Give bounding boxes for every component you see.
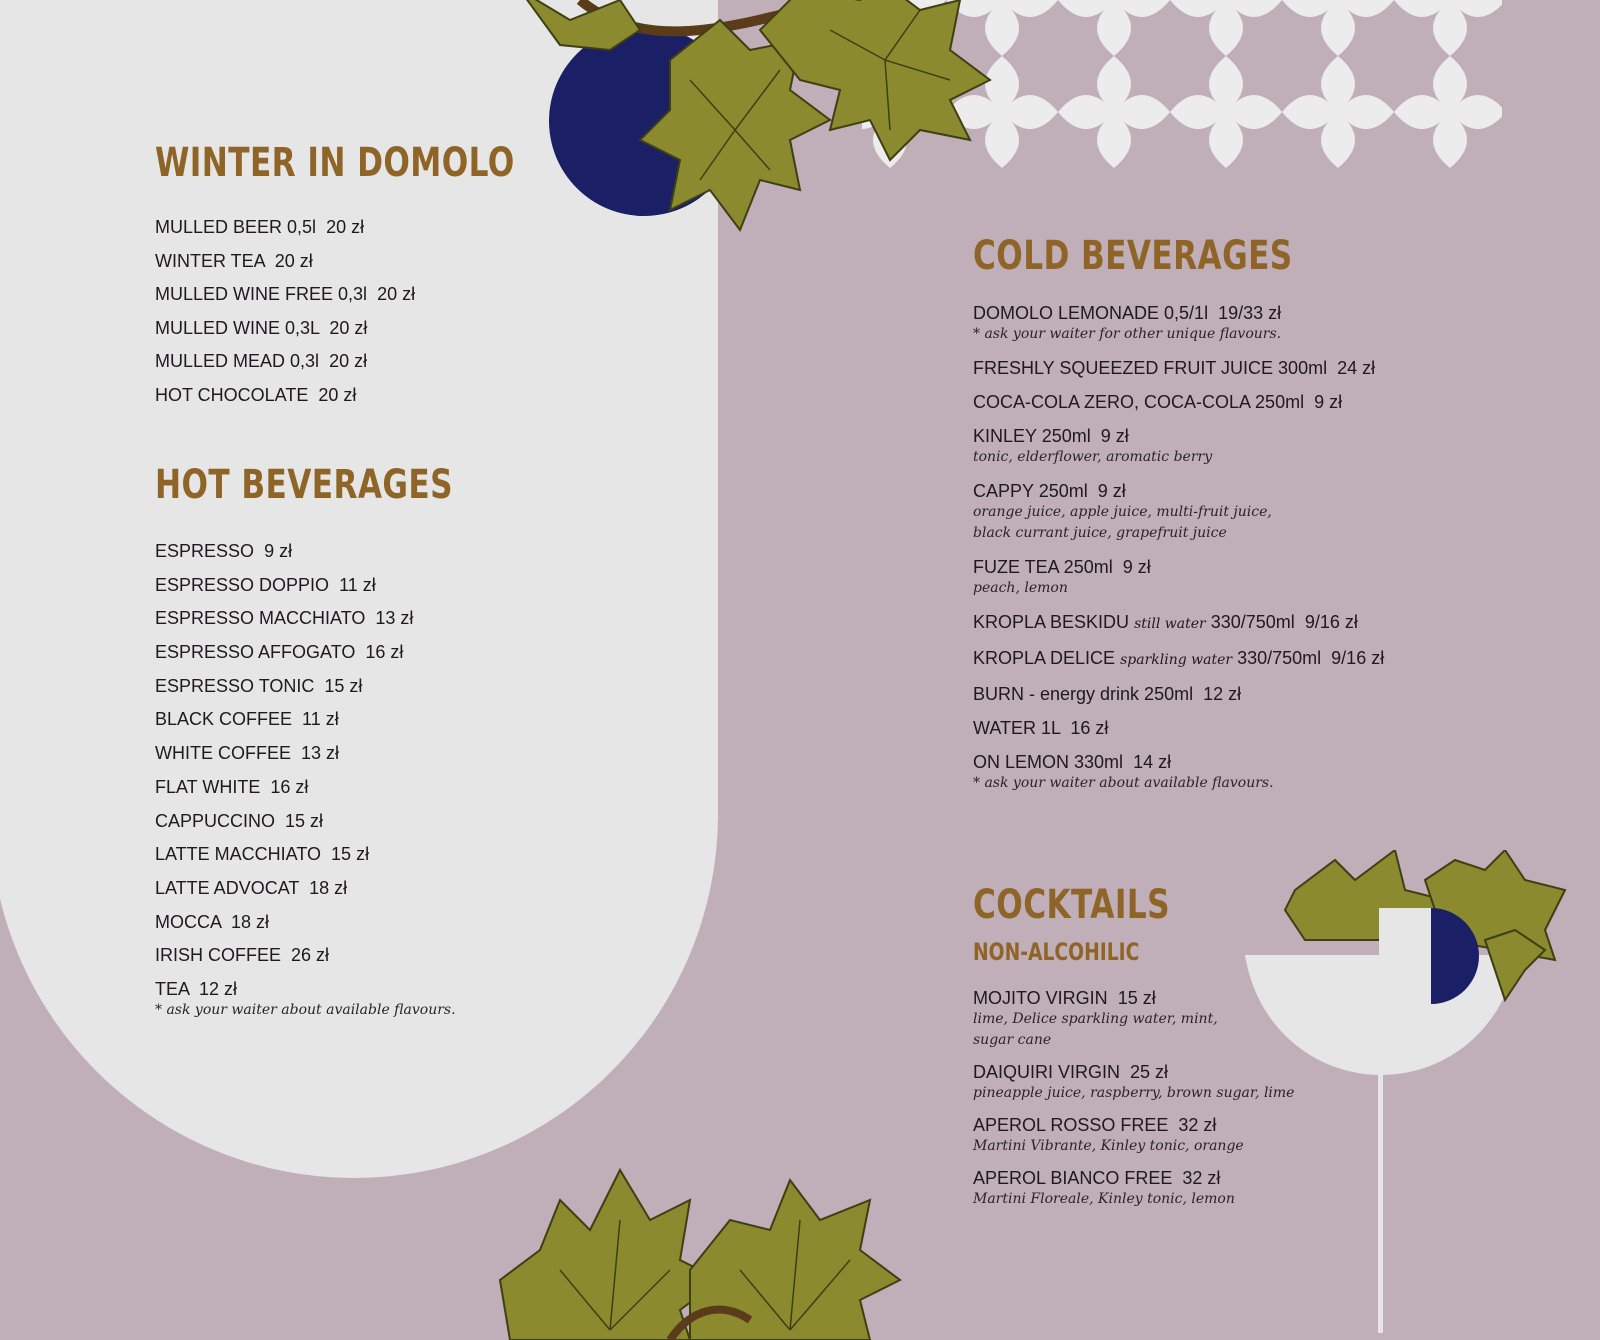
item-note: * ask your waiter for other unique flavours. — [973, 326, 1282, 342]
item-name: WATER 1L — [973, 718, 1061, 738]
list-item — [155, 350, 415, 384]
item-note: pineapple juice, raspberry, brown sugar, lime — [973, 1085, 1295, 1101]
spacer — [1108, 988, 1118, 1008]
item-volume: 330/750ml — [1237, 648, 1322, 668]
spacer — [1172, 1168, 1182, 1188]
spacer — [1088, 481, 1098, 501]
menu-item-line — [155, 384, 415, 406]
item-note: * ask your waiter about available flavours. — [973, 775, 1274, 791]
item-name: LATTE MACCHIATO — [155, 844, 322, 865]
section-title-cocktails: COCKTAILS — [973, 882, 1170, 928]
hot-menu-list — [155, 540, 413, 1012]
item-name: BLACK COFFEE — [155, 709, 293, 730]
menu-item-line — [973, 1114, 1294, 1136]
list-item — [973, 647, 1384, 671]
hot-note: * ask your waiter about available flavours. — [155, 1002, 456, 1018]
list-item — [973, 717, 1384, 739]
item-price: 20 zł — [329, 351, 368, 372]
item-name: CAPPUCCINO — [155, 810, 276, 831]
list-item — [155, 810, 413, 844]
list-item — [973, 683, 1384, 705]
menu-item-line — [155, 574, 413, 596]
item-price: 9 zł — [1100, 426, 1129, 446]
item-price: 32 zł — [1178, 1115, 1217, 1135]
menu-item-line — [973, 1061, 1294, 1083]
item-price: 9/16 zł — [1331, 648, 1385, 668]
item-inline-note: sparkling water — [1120, 652, 1233, 668]
item-name: ESPRESSO — [155, 541, 255, 561]
menu-item-line — [155, 978, 413, 1000]
menu-item-line — [973, 302, 1384, 324]
item-note: lime, Delice sparkling water, mint, — [973, 1011, 1218, 1027]
spacer — [1321, 648, 1331, 668]
menu-item-line — [155, 350, 415, 372]
spacer — [281, 945, 291, 965]
item-note: black currant juice, grapefruit juice — [973, 525, 1227, 541]
spacer — [1208, 303, 1218, 323]
list-item — [155, 574, 413, 608]
menu-item-line — [973, 425, 1384, 447]
item-price: 15 zł — [1117, 988, 1156, 1008]
item-price: 9 zł — [1314, 392, 1343, 412]
item-name: MULLED MEAD 0,3l — [155, 351, 320, 372]
list-item — [155, 317, 415, 351]
cocktail-glass-icon — [1245, 850, 1575, 1333]
item-volume: 330/750ml — [1210, 612, 1295, 632]
menu-item-line — [155, 944, 413, 966]
list-item — [973, 391, 1384, 413]
item-name: LATTE ADVOCAT — [155, 877, 300, 898]
item-note: orange juice, apple juice, multi-fruit juice, — [973, 504, 1272, 520]
menu-item-line — [155, 607, 413, 629]
list-item — [973, 425, 1384, 468]
list-item — [155, 675, 413, 709]
item-name: KROPLA BESKIDU — [973, 612, 1130, 632]
spacer — [265, 251, 275, 271]
item-price: 16 zł — [365, 642, 404, 663]
item-name: COCA-COLA ZERO, COCA-COLA 250ml — [973, 392, 1305, 412]
spacer — [355, 642, 365, 662]
item-note: tonic, elderflower, aromatic berry — [973, 449, 1213, 465]
list-item — [973, 480, 1384, 544]
grape-leaf-icon — [500, 0, 1020, 250]
list-item — [155, 607, 413, 641]
spacer — [1091, 426, 1101, 446]
spacer — [365, 608, 375, 628]
menu-item-line — [155, 911, 413, 933]
item-name: ESPRESSO MACCHIATO — [155, 608, 366, 629]
spacer — [319, 318, 329, 338]
item-name: MULLED WINE FREE 0,3l — [155, 284, 368, 305]
spacer — [308, 385, 318, 405]
menu-item-line — [155, 540, 413, 562]
list-item — [155, 283, 415, 317]
list-item — [973, 302, 1384, 345]
item-price: 12 zł — [199, 978, 238, 999]
spacer — [221, 912, 231, 932]
section-title-winter: WINTER IN DOMOLO — [155, 140, 515, 186]
item-price: 9 zł — [264, 541, 293, 561]
spacer — [254, 541, 264, 561]
menu-item-line — [973, 1167, 1294, 1189]
list-item — [973, 987, 1294, 1051]
item-name: APEROL ROSSO FREE — [973, 1115, 1169, 1135]
menu-item-line — [973, 987, 1294, 1009]
menu-item-line — [973, 480, 1384, 502]
list-item — [973, 1167, 1294, 1210]
item-name: DOMOLO LEMONADE 0,5/1l — [973, 303, 1209, 323]
spacer — [1113, 557, 1123, 577]
item-name: ESPRESSO TONIC — [155, 675, 315, 696]
spacer — [1120, 1062, 1130, 1082]
item-price: 11 zł — [302, 709, 339, 730]
item-name: IRISH COFFEE — [155, 945, 282, 966]
list-item — [155, 776, 413, 810]
list-item — [155, 216, 415, 250]
item-price: 20 zł — [329, 317, 368, 338]
item-price: 16 zł — [1070, 718, 1109, 738]
list-item — [155, 911, 413, 945]
item-name: ON LEMON 330ml — [973, 752, 1124, 772]
item-price: 16 zł — [270, 776, 309, 797]
list-item — [155, 843, 413, 877]
item-name: MOJITO VIRGIN — [973, 988, 1108, 1008]
item-name: ESPRESSO AFFOGATO — [155, 642, 356, 663]
list-item — [155, 742, 413, 776]
menu-item-line — [973, 357, 1384, 379]
item-name: CAPPY 250ml — [973, 481, 1088, 501]
spacer — [1327, 358, 1337, 378]
menu-item-line — [155, 675, 413, 697]
item-price: 9/16 zł — [1304, 612, 1358, 632]
spacer — [1060, 718, 1070, 738]
item-name: DAIQUIRI VIRGIN — [973, 1062, 1121, 1082]
list-item — [973, 1061, 1294, 1104]
item-price: 15 zł — [331, 844, 370, 865]
item-name: BURN - energy drink 250ml — [973, 684, 1194, 704]
menu-item-line — [973, 556, 1384, 578]
menu-item-line — [973, 611, 1384, 635]
item-price: 9 zł — [1122, 557, 1151, 577]
spacer — [1168, 1115, 1178, 1135]
item-price: 9 zł — [1097, 481, 1126, 501]
item-note: Martini Floreale, Kinley tonic, lemon — [973, 1191, 1235, 1207]
menu-item-line — [155, 283, 415, 305]
item-name: HOT CHOCOLATE — [155, 384, 309, 405]
list-item — [973, 556, 1384, 599]
menu-item-line — [973, 751, 1384, 773]
menu-item-line — [155, 216, 415, 238]
item-price: 25 zł — [1130, 1062, 1169, 1082]
item-price: 18 zł — [309, 877, 348, 898]
spacer — [291, 743, 301, 763]
spacer — [1304, 392, 1314, 412]
winter-menu-list — [155, 216, 415, 418]
cold-menu-list — [973, 302, 1384, 806]
menu-item-line — [155, 810, 413, 832]
list-item — [155, 250, 415, 284]
item-inline-note: still water — [1134, 616, 1206, 632]
menu-item-line — [155, 708, 413, 730]
item-note: Martini Vibrante, Kinley tonic, orange — [973, 1138, 1244, 1154]
item-name: MOCCA — [155, 911, 222, 932]
item-price: 12 zł — [1203, 684, 1242, 704]
item-name: TEA — [155, 978, 190, 999]
item-name: MULLED WINE 0,3L — [155, 317, 320, 338]
item-name: WINTER TEA — [155, 250, 265, 271]
list-item — [155, 708, 413, 742]
item-price: 19/33 zł — [1218, 303, 1282, 323]
list-item — [155, 877, 413, 911]
menu-item-line — [155, 250, 415, 272]
section-title-cold: COLD BEVERAGES — [973, 233, 1293, 279]
item-note: sugar cane — [973, 1032, 1052, 1048]
item-name: FUZE TEA 250ml — [973, 557, 1113, 577]
spacer — [329, 575, 339, 595]
list-item — [155, 944, 413, 978]
spacer — [321, 844, 331, 864]
spacer — [275, 811, 285, 831]
menu-item-line — [973, 647, 1384, 671]
cocktail-menu-list — [973, 987, 1294, 1220]
spacer — [1193, 684, 1203, 704]
item-price: 20 zł — [326, 217, 365, 237]
item-name: MULLED BEER 0,5l — [155, 217, 317, 237]
item-price: 32 zł — [1182, 1168, 1221, 1188]
list-item — [973, 611, 1384, 635]
item-price: 13 zł — [301, 743, 340, 764]
spacer — [260, 777, 270, 797]
list-item — [155, 384, 415, 418]
item-price: 11 zł — [339, 574, 376, 595]
item-price: 15 zł — [285, 810, 324, 831]
spacer — [314, 676, 324, 696]
item-price: 14 zł — [1133, 752, 1172, 772]
spacer — [292, 709, 302, 729]
section-subtitle-non-alcoholic: NON-ALCOHILIC — [973, 938, 1140, 966]
spacer — [189, 979, 199, 999]
spacer — [367, 284, 377, 304]
spacer — [316, 217, 326, 237]
list-item — [973, 357, 1384, 379]
menu-item-line — [973, 683, 1384, 705]
section-title-hot: HOT BEVERAGES — [155, 462, 453, 508]
list-item — [973, 751, 1384, 794]
list-item — [155, 641, 413, 675]
list-item — [973, 1114, 1294, 1157]
list-item — [155, 540, 413, 574]
menu-item-line — [973, 391, 1384, 413]
item-price: 24 zł — [1337, 358, 1376, 378]
item-price: 20 zł — [318, 384, 357, 405]
item-name: WHITE COFFEE — [155, 743, 291, 764]
menu-item-line — [155, 877, 413, 899]
menu-item-line — [155, 776, 413, 798]
item-name: FRESHLY SQUEEZED FRUIT JUICE 300ml — [973, 358, 1328, 378]
menu-item-line — [155, 742, 413, 764]
item-name: FLAT WHITE — [155, 776, 261, 797]
item-note: peach, lemon — [973, 580, 1068, 596]
menu-item-line — [155, 641, 413, 663]
spacer — [1295, 612, 1305, 632]
menu-item-line — [155, 317, 415, 339]
grape-leaf-icon — [490, 1160, 910, 1340]
item-price: 20 zł — [377, 284, 416, 305]
item-price: 26 zł — [291, 945, 330, 966]
menu-item-line — [155, 843, 413, 865]
item-name: KROPLA DELICE — [973, 648, 1116, 668]
spacer — [299, 878, 309, 898]
spacer — [319, 351, 329, 371]
spacer — [1123, 752, 1133, 772]
item-price: 15 zł — [324, 675, 363, 696]
item-name: KINLEY 250ml — [973, 426, 1091, 446]
item-price: 18 zł — [231, 911, 270, 932]
item-price: 13 zł — [375, 608, 414, 629]
item-name: ESPRESSO DOPPIO — [155, 574, 330, 595]
item-name: APEROL BIANCO FREE — [973, 1168, 1173, 1188]
menu-item-line — [973, 717, 1384, 739]
item-price: 20 zł — [274, 250, 313, 271]
